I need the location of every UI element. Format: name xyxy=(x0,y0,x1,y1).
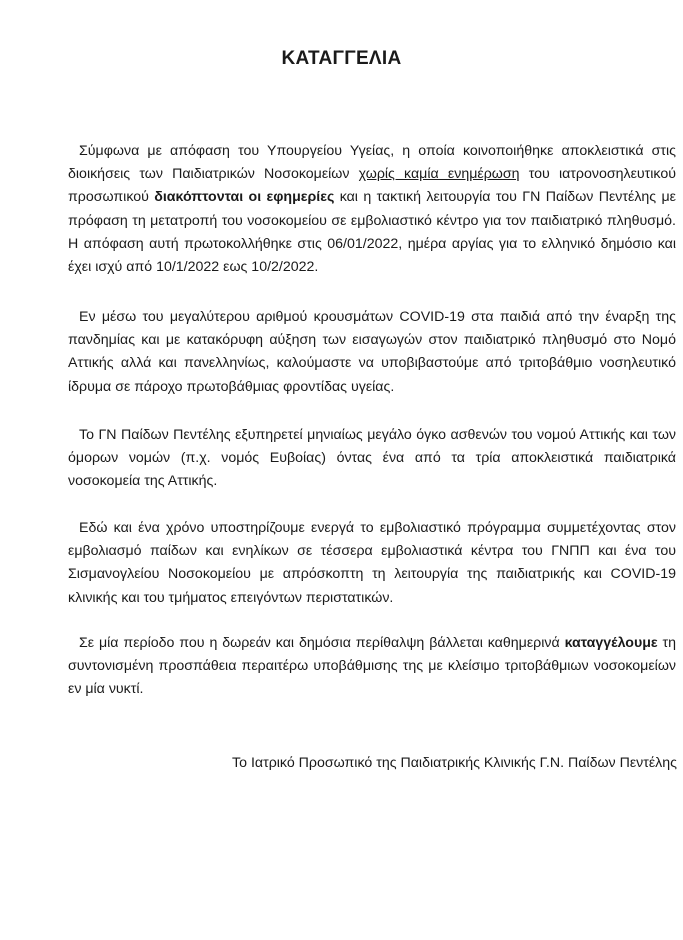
paragraph-denunciation xyxy=(68,632,676,702)
paragraph-text: και η τακτική λειτουργία του ΓΝ Παίδων Πεντέλης με πρόφαση τη μετατροπή του νοσοκομείου σε εμβολιαστικό κέντρο για τον παιδιατρικό πληθυσμό. Η απόφαση αυτή πρωτοκολλήθηκε στις 06/01/2022, ημέρα αργίας για το ελληνικό δημόσιο και έχει ισχύ από 10/1/2022 εως 10/2/2022. xyxy=(68,189,677,276)
paragraph-text: Σύμφωνα με απόφαση του Υπουργείου Υγείας, η οποία κοινοποιήθηκε αποκλειστικά στις διοικήσεις των Παιδιατρικών Νοσοκομείων xyxy=(68,143,676,183)
underlined-phrase: χωρίς καμία ενημέρωση xyxy=(358,166,520,183)
paragraph-text: τη συντονισμένη προσπάθεια περαιτέρω υποβάθμισης της με κλείσιμο τριτοβάθμιων νοσοκομείων εν μία νυκτί. xyxy=(68,635,677,698)
paragraph-vaccination-support xyxy=(68,517,676,610)
paragraph-text: Εν μέσω του μεγαλύτερου αριθμού κρουσμάτων COVID-19 στα παιδιά από την έναρξη της πανδημίας και με κατακόρυφη αύξηση των εισαγωγών στον παιδιατρικό πληθυσμό στο Νομό Αττικής αλλά και πανελληνίως, καλούμαστε να υποβιβαστούμε από τριτοβάθμιο νοσηλευτικό ίδρυμα σε πάροχο πρωτοβάθμιας φροντίδας υγείας. xyxy=(68,309,676,395)
paragraph-text: Το ΓΝ Παίδων Πεντέλης εξυπηρετεί μηνιαίως μεγάλο όγκο ασθενών του νομού Αττικής και των όμορων νομών (π.χ. νομός Ευβοίας) όντας ένα από τα τρία αποκλειστικά παιδιατρικά νοσοκομεία της Αττικής. xyxy=(68,427,676,490)
paragraph-covid-cases xyxy=(68,306,676,399)
bold-phrase: καταγγέλουμε xyxy=(564,635,658,651)
bold-phrase: διακόπτονται οι εφημερίες xyxy=(154,189,335,206)
signature-line: Το Ιατρικό Προσωπικό της Παιδιατρικής Κλινικής Γ.Ν. Παίδων Πεντέλης xyxy=(232,755,677,771)
paragraph-text: Σε μία περίοδο που η δωρεάν και δημόσια περίθαλψη βάλλεται καθημερινά xyxy=(79,635,565,651)
paragraph-text: Εδώ και ένα χρόνο υποστηρίζουμε ενεργά το εμβολιαστικό πρόγραμμα συμμετέχοντας στον εμβολιασμό παίδων και ενηλίκων σε τέσσερα εμβολιαστικά κέντρα του ΓΝΠΠ και ένα του Σισμανογλείου Νοσοκομείου με απρόσκοπτη τη λειτουργία της παιδιατρικής και COVID-19 κλινικής και του τμήματος επειγόντων περιστατικών. xyxy=(68,520,676,606)
paragraph-text: του ιατρονοσηλευτικού προσωπικού xyxy=(68,166,676,206)
paragraph-decision xyxy=(68,140,676,279)
paragraph-hospital-service xyxy=(68,424,676,494)
document-title: ΚΑΤΑΓΓΕΛΙΑ xyxy=(281,48,402,69)
